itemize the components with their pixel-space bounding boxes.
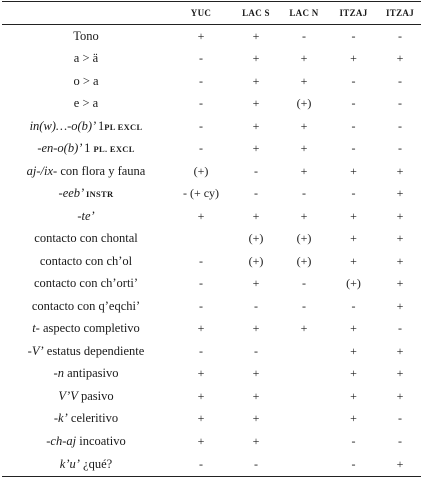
feature-text-segment: incoativo — [76, 433, 126, 448]
cell-lac-s: - — [254, 186, 258, 201]
row-feature-label — [2, 430, 170, 453]
cell-itzaj-1: - — [351, 141, 356, 156]
table-row — [2, 453, 421, 477]
feature-text-segment: o > a — [73, 73, 99, 88]
cell-itzaj-2: + — [396, 163, 404, 178]
cell-yuc: - (+ cy) — [182, 186, 220, 201]
cell-itzaj-1: - — [351, 96, 356, 111]
feature-text-segment: t- — [32, 321, 40, 336]
feature-text-segment: Tono — [73, 28, 99, 43]
table-row — [2, 340, 421, 363]
cell-yuc: - — [199, 73, 203, 88]
cell-itzaj-2: + — [396, 253, 404, 268]
cell-lac-n — [280, 430, 328, 453]
feature-text-segment: in(w)…-o(b)’ — [29, 118, 98, 133]
cell-yuc: - — [199, 298, 203, 313]
row-feature-label — [2, 250, 170, 273]
cell-yuc: - — [199, 51, 203, 66]
feature-text-segment: -eeb’ — [58, 186, 86, 201]
cell-itzaj-1: + — [350, 366, 357, 381]
cell-lac-n: (+) — [296, 253, 312, 268]
feature-text-segment: k’u’ — [59, 456, 80, 471]
feature-text-segment: -k’ — [53, 411, 68, 426]
feature-text-segment: celeritivo — [67, 411, 119, 426]
table-row — [2, 93, 421, 116]
table-row — [2, 183, 421, 206]
row-feature-label — [2, 363, 170, 386]
cell-yuc: + — [197, 366, 205, 381]
cell-itzaj-1: - — [351, 186, 356, 201]
column-header-yuc: YUC — [170, 2, 232, 25]
cell-itzaj-1: + — [350, 321, 357, 336]
cell-lac-n — [280, 340, 328, 363]
feature-text-segment: antipasivo — [63, 366, 119, 381]
row-feature-label — [2, 48, 170, 71]
column-header-lac-s: LAC S — [232, 2, 280, 25]
table-header-row — [2, 2, 421, 25]
cell-lac-n: + — [300, 163, 308, 178]
cell-itzaj-2: + — [379, 453, 421, 477]
column-header-feature — [2, 2, 170, 25]
cell-lac-s: + — [252, 433, 260, 448]
feature-text-segment: PL. EXCL — [93, 144, 135, 155]
table-row — [2, 273, 421, 296]
cell-lac-n: + — [300, 208, 308, 223]
row-feature-label — [2, 205, 170, 228]
cell-itzaj-2: - — [398, 321, 402, 336]
cell-yuc: + — [197, 208, 205, 223]
table-row — [2, 430, 421, 453]
feature-text-segment: -te’ — [77, 208, 95, 223]
cell-itzaj-2: + — [396, 231, 404, 246]
feature-text-segment: contacto con ch’ol — [39, 253, 133, 268]
feature-text-segment: 1 — [97, 118, 105, 133]
cell-lac-s: + — [252, 141, 260, 156]
row-feature-label — [2, 453, 170, 477]
feature-text-segment: -ch-aj — [46, 433, 77, 448]
row-feature-label — [2, 93, 170, 116]
feature-text-segment: V’V — [58, 388, 78, 403]
feature-text-segment: aspecto completivo — [39, 321, 140, 336]
row-feature-label — [2, 25, 170, 48]
cell-itzaj-2: + — [396, 343, 404, 358]
cell-lac-s: (+) — [248, 231, 264, 246]
cell-lac-n: + — [300, 141, 308, 156]
cell-lac-n: - — [302, 28, 306, 43]
column-header-itzaj-1: ITZAJ — [328, 2, 379, 25]
feature-text-segment: -n — [53, 366, 64, 381]
cell-yuc: + — [197, 433, 205, 448]
cell-itzaj-1: - — [351, 433, 356, 448]
cell-itzaj-2: - — [398, 118, 402, 133]
cell-itzaj-1: - — [351, 298, 356, 313]
row-feature-label — [2, 318, 170, 341]
cell-lac-s: - — [254, 298, 258, 313]
cell-lac-n: + — [300, 51, 308, 66]
cell-itzaj-2: + — [396, 276, 404, 291]
cell-lac-s: + — [252, 96, 260, 111]
cell-itzaj-1: + — [350, 51, 357, 66]
cell-lac-n — [280, 385, 328, 408]
cell-lac-n: + — [300, 118, 308, 133]
cell-itzaj-2: - — [398, 141, 402, 156]
cell-itzaj-2: - — [398, 73, 402, 88]
table-row — [2, 318, 421, 341]
cell-itzaj-1: - — [351, 73, 356, 88]
feature-text-segment: 1 — [84, 141, 94, 156]
cell-itzaj-2: - — [398, 411, 402, 426]
cell-itzaj-1: + — [350, 231, 357, 246]
table-row — [2, 408, 421, 431]
table-row — [2, 205, 421, 228]
cell-itzaj-2: + — [396, 186, 404, 201]
cell-yuc: - — [199, 141, 203, 156]
cell-lac-n — [280, 408, 328, 431]
cell-itzaj-1: + — [350, 411, 357, 426]
feature-text-segment: a > ä — [73, 51, 99, 66]
table-row — [2, 115, 421, 138]
table-row — [2, 385, 421, 408]
cell-yuc: - — [199, 118, 203, 133]
cell-itzaj-1: - — [328, 453, 379, 477]
cell-lac-n: - — [302, 186, 306, 201]
cell-yuc: (+) — [193, 163, 209, 178]
cell-yuc: + — [197, 411, 205, 426]
cell-itzaj-1: + — [350, 253, 357, 268]
feature-text-segment: -V’ — [27, 343, 44, 358]
cell-itzaj-2: + — [396, 366, 404, 381]
row-feature-label — [2, 385, 170, 408]
row-feature-label — [2, 340, 170, 363]
table-row — [2, 70, 421, 93]
feature-text-segment: e > a — [73, 96, 99, 111]
table-row — [2, 138, 421, 161]
cell-lac-s: - — [232, 453, 280, 477]
cell-yuc: - — [199, 276, 203, 291]
cell-lac-s: (+) — [248, 253, 264, 268]
comparison-table — [2, 1, 421, 477]
cell-lac-n: + — [300, 321, 308, 336]
cell-lac-n: - — [302, 276, 306, 291]
row-feature-label — [2, 295, 170, 318]
cell-lac-n: - — [302, 298, 306, 313]
column-header-lac-n: LAC N — [280, 2, 328, 25]
cell-yuc: - — [170, 453, 232, 477]
cell-lac-s: + — [252, 73, 260, 88]
table-row — [2, 295, 421, 318]
row-feature-label — [2, 183, 170, 206]
cell-itzaj-1: + — [350, 388, 357, 403]
table-row — [2, 250, 421, 273]
cell-yuc: - — [199, 96, 203, 111]
feature-text-segment: con flora y fauna — [57, 163, 146, 178]
table-body — [2, 25, 421, 477]
cell-lac-n — [280, 453, 328, 477]
cell-lac-s: + — [252, 411, 260, 426]
cell-lac-n: + — [300, 73, 308, 88]
table-row — [2, 363, 421, 386]
cell-itzaj-2: + — [396, 208, 404, 223]
cell-lac-n: (+) — [296, 231, 312, 246]
row-feature-label — [2, 115, 170, 138]
cell-itzaj-1: + — [350, 163, 357, 178]
feature-text-segment: INSTR — [85, 189, 114, 200]
cell-lac-n — [280, 363, 328, 386]
row-feature-label — [2, 138, 170, 161]
cell-lac-s: + — [252, 366, 260, 381]
feature-text-segment: -en-o(b)’ — [37, 141, 85, 156]
cell-lac-s: + — [252, 388, 260, 403]
feature-text-segment: contacto con chontal — [34, 231, 138, 246]
table-row — [2, 48, 421, 71]
cell-itzaj-1: - — [351, 118, 356, 133]
cell-lac-s: + — [252, 208, 260, 223]
comparison-table-container — [2, 1, 421, 477]
cell-itzaj-1: - — [351, 28, 356, 43]
cell-lac-n: (+) — [296, 96, 312, 111]
feature-text-segment: aj-/ix- — [26, 163, 58, 178]
cell-itzaj-1: (+) — [346, 276, 361, 291]
row-feature-label — [2, 160, 170, 183]
cell-yuc: - — [199, 253, 203, 268]
table-row — [2, 228, 421, 251]
cell-lac-s: + — [252, 28, 260, 43]
cell-itzaj-2: - — [398, 28, 402, 43]
cell-itzaj-1: + — [350, 208, 357, 223]
table-row — [2, 160, 421, 183]
row-feature-label — [2, 273, 170, 296]
row-feature-label — [2, 70, 170, 93]
cell-lac-s: - — [254, 343, 258, 358]
cell-itzaj-1: + — [350, 343, 357, 358]
column-header-itzaj-2: ITZAJ — [379, 2, 421, 25]
feature-text-segment: estatus dependiente — [43, 343, 145, 358]
cell-lac-s: - — [254, 163, 258, 178]
cell-yuc — [170, 228, 232, 251]
cell-itzaj-2: + — [396, 388, 404, 403]
feature-text-segment: ¿qué? — [79, 456, 113, 471]
cell-lac-s: + — [252, 321, 260, 336]
cell-itzaj-2: + — [396, 51, 404, 66]
feature-text-segment: contacto con ch’orti’ — [33, 276, 139, 291]
cell-yuc: - — [199, 343, 203, 358]
feature-text-segment: PL EXCL — [104, 121, 143, 132]
table-row — [2, 25, 421, 48]
cell-lac-s: + — [252, 51, 260, 66]
cell-itzaj-2: - — [398, 96, 402, 111]
cell-yuc: + — [197, 388, 205, 403]
cell-itzaj-2: - — [398, 433, 402, 448]
cell-lac-s: + — [252, 118, 260, 133]
cell-yuc: + — [197, 28, 205, 43]
feature-text-segment: pasivo — [77, 388, 114, 403]
cell-yuc: + — [197, 321, 205, 336]
cell-lac-s: + — [252, 276, 260, 291]
cell-itzaj-2: + — [396, 298, 404, 313]
row-feature-label — [2, 408, 170, 431]
feature-text-segment: contacto con q’eqchi’ — [31, 298, 141, 313]
row-feature-label — [2, 228, 170, 251]
